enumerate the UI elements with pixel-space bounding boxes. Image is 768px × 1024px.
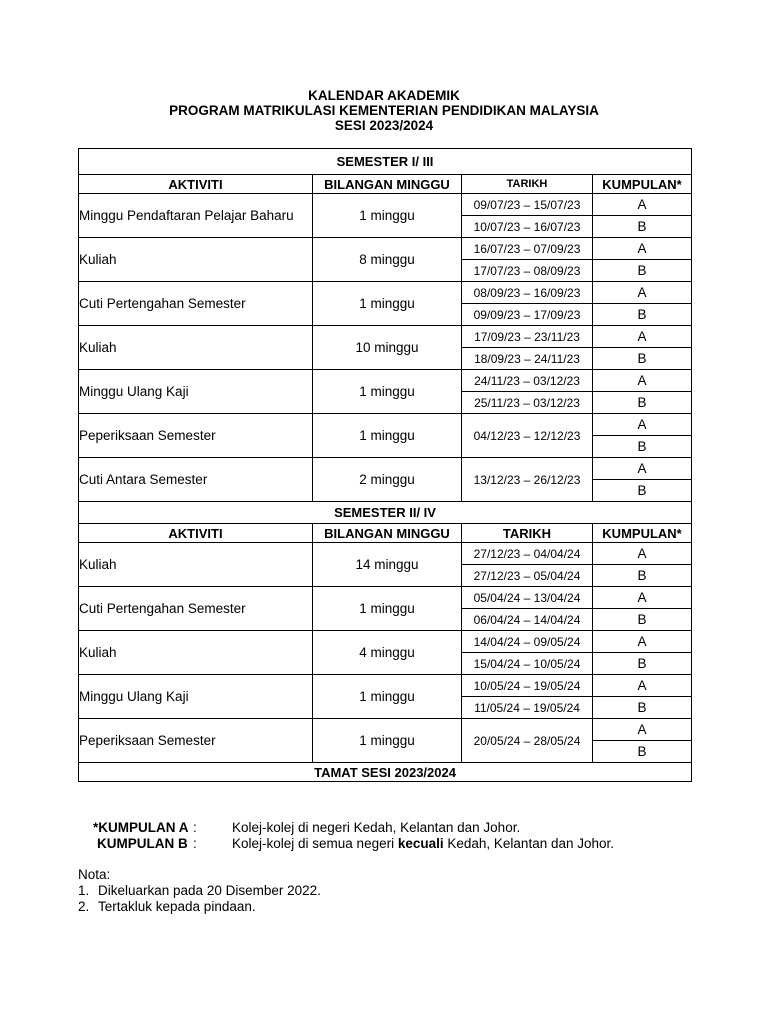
doc-title: KALENDAR AKADEMIK <box>308 88 460 103</box>
table-row <box>79 587 692 609</box>
weeks-cell: 1 minggu <box>313 719 462 763</box>
activity-cell: Cuti Antara Semester <box>79 458 313 502</box>
weeks-cell: 14 minggu <box>313 543 462 587</box>
activity-cell: Kuliah <box>79 543 313 587</box>
table-row <box>79 326 692 348</box>
activity-cell: Kuliah <box>79 631 313 675</box>
weeks-cell: 1 minggu <box>313 587 462 631</box>
notes-title: Nota: <box>78 867 111 882</box>
date-cell-b: 17/07/23 – 08/09/23 <box>462 260 593 282</box>
group-cell-a: A <box>593 543 692 565</box>
weeks-cell: 1 minggu <box>313 194 462 238</box>
group-cell-a: A <box>593 631 692 653</box>
date-cell: 04/12/23 – 12/12/23 <box>462 414 593 458</box>
group-cell-b: B <box>593 436 692 458</box>
session-end-row: TAMAT SESI 2023/2024 <box>79 763 692 782</box>
date-cell-b: 25/11/23 – 03/12/23 <box>462 392 593 414</box>
table-row <box>79 414 692 436</box>
group-cell-a: A <box>593 675 692 697</box>
legend-b-text-post: Kedah, Kelantan dan Johor. <box>443 836 615 851</box>
legend-b-text <box>232 836 614 852</box>
col-header-group: KUMPULAN* <box>593 524 692 543</box>
note-2-text: Tertakluk kepada pindaan. <box>98 899 256 914</box>
group-cell-a: A <box>593 282 692 304</box>
date-cell-a: 09/07/23 – 15/07/23 <box>462 194 593 216</box>
activity-cell: Minggu Pendaftaran Pelajar Baharu <box>79 194 313 238</box>
weeks-cell: 1 minggu <box>313 675 462 719</box>
table-row <box>79 282 692 304</box>
group-cell-b: B <box>593 480 692 502</box>
group-cell-b: B <box>593 216 692 238</box>
table-row <box>79 238 692 260</box>
col-header-weeks: BILANGAN MINGGU <box>313 524 462 543</box>
activity-cell: Peperiksaan Semester <box>79 719 313 763</box>
table-row <box>79 719 692 741</box>
date-cell-a: 05/04/24 – 13/04/24 <box>462 587 593 609</box>
date-cell-a: 16/07/23 – 07/09/23 <box>462 238 593 260</box>
group-cell-b: B <box>593 565 692 587</box>
date-cell-b: 09/09/23 – 17/09/23 <box>462 304 593 326</box>
group-cell-a: A <box>593 194 692 216</box>
col-header-activity: AKTIVITI <box>79 524 313 543</box>
semester2-title: SEMESTER II/ IV <box>79 502 692 524</box>
weeks-cell: 4 minggu <box>313 631 462 675</box>
activity-cell: Minggu Ulang Kaji <box>79 675 313 719</box>
date-cell-b: 10/07/23 – 16/07/23 <box>462 216 593 238</box>
group-cell-a: A <box>593 414 692 436</box>
table-row <box>79 458 692 480</box>
date-cell-a: 14/04/24 – 09/05/24 <box>462 631 593 653</box>
date-cell-a: 24/11/23 – 03/12/23 <box>462 370 593 392</box>
legend-b-colon: : <box>193 836 197 851</box>
table-row <box>79 631 692 653</box>
note-1-num: 1. <box>78 883 90 898</box>
legend-a-label: *KUMPULAN A <box>93 820 189 835</box>
group-cell-b: B <box>593 392 692 414</box>
col-header-date: TARIKH <box>462 175 593 194</box>
date-cell-a: 17/09/23 – 23/11/23 <box>462 326 593 348</box>
weeks-cell: 2 minggu <box>313 458 462 502</box>
group-cell-a: A <box>593 719 692 741</box>
group-cell-a: A <box>593 458 692 480</box>
date-cell: 20/05/24 – 28/05/24 <box>462 719 593 763</box>
date-cell-a: 27/12/23 – 04/04/24 <box>462 543 593 565</box>
activity-cell: Kuliah <box>79 326 313 370</box>
activity-cell: Peperiksaan Semester <box>79 414 313 458</box>
group-cell-b: B <box>593 741 692 763</box>
group-cell-b: B <box>593 260 692 282</box>
table-row <box>79 543 692 565</box>
weeks-cell: 1 minggu <box>313 414 462 458</box>
weeks-cell: 1 minggu <box>313 370 462 414</box>
table-row <box>79 194 692 216</box>
col-header-activity: AKTIVITI <box>79 175 313 194</box>
note-2-num: 2. <box>78 899 90 914</box>
note-1-text: Dikeluarkan pada 20 Disember 2022. <box>98 883 321 898</box>
activity-cell: Kuliah <box>79 238 313 282</box>
date-cell-b: 18/09/23 – 24/11/23 <box>462 348 593 370</box>
weeks-cell: 10 minggu <box>313 326 462 370</box>
date-cell: 13/12/23 – 26/12/23 <box>462 458 593 502</box>
doc-subtitle: PROGRAM MATRIKULASI KEMENTERIAN PENDIDIKAN MALAYSIA <box>169 103 599 118</box>
activity-cell: Cuti Pertengahan Semester <box>79 282 313 326</box>
academic-calendar-table <box>78 148 692 782</box>
group-cell-b: B <box>593 348 692 370</box>
group-cell-a: A <box>593 370 692 392</box>
date-cell-b: 06/04/24 – 14/04/24 <box>462 609 593 631</box>
col-header-date: TARIKH <box>462 524 593 543</box>
semester1-title: SEMESTER I/ III <box>79 149 692 175</box>
activity-cell: Minggu Ulang Kaji <box>79 370 313 414</box>
table-row <box>79 370 692 392</box>
legend-b-label: KUMPULAN B <box>97 836 188 851</box>
col-header-weeks: BILANGAN MINGGU <box>313 175 462 194</box>
group-cell-a: A <box>593 238 692 260</box>
date-cell-a: 10/05/24 – 19/05/24 <box>462 675 593 697</box>
group-cell-b: B <box>593 653 692 675</box>
group-cell-a: A <box>593 587 692 609</box>
legend-a-colon: : <box>193 820 197 835</box>
group-cell-b: B <box>593 304 692 326</box>
date-cell-b: 15/04/24 – 10/05/24 <box>462 653 593 675</box>
weeks-cell: 1 minggu <box>313 282 462 326</box>
group-cell-b: B <box>593 609 692 631</box>
date-cell-b: 11/05/24 – 19/05/24 <box>462 697 593 719</box>
table-row <box>79 675 692 697</box>
legend-b-text-pre: Kolej-kolej di semua negeri <box>232 836 398 851</box>
date-cell-a: 08/09/23 – 16/09/23 <box>462 282 593 304</box>
legend-a-text: Kolej-kolej di negeri Kedah, Kelantan dan Johor. <box>232 820 521 835</box>
legend-b-text-bold: kecuali <box>397 836 444 851</box>
activity-cell: Cuti Pertengahan Semester <box>79 587 313 631</box>
col-header-group: KUMPULAN* <box>593 175 692 194</box>
group-cell-b: B <box>593 697 692 719</box>
group-cell-a: A <box>593 326 692 348</box>
date-cell-b: 27/12/23 – 05/04/24 <box>462 565 593 587</box>
doc-session: SESI 2023/2024 <box>334 118 434 133</box>
weeks-cell: 8 minggu <box>313 238 462 282</box>
